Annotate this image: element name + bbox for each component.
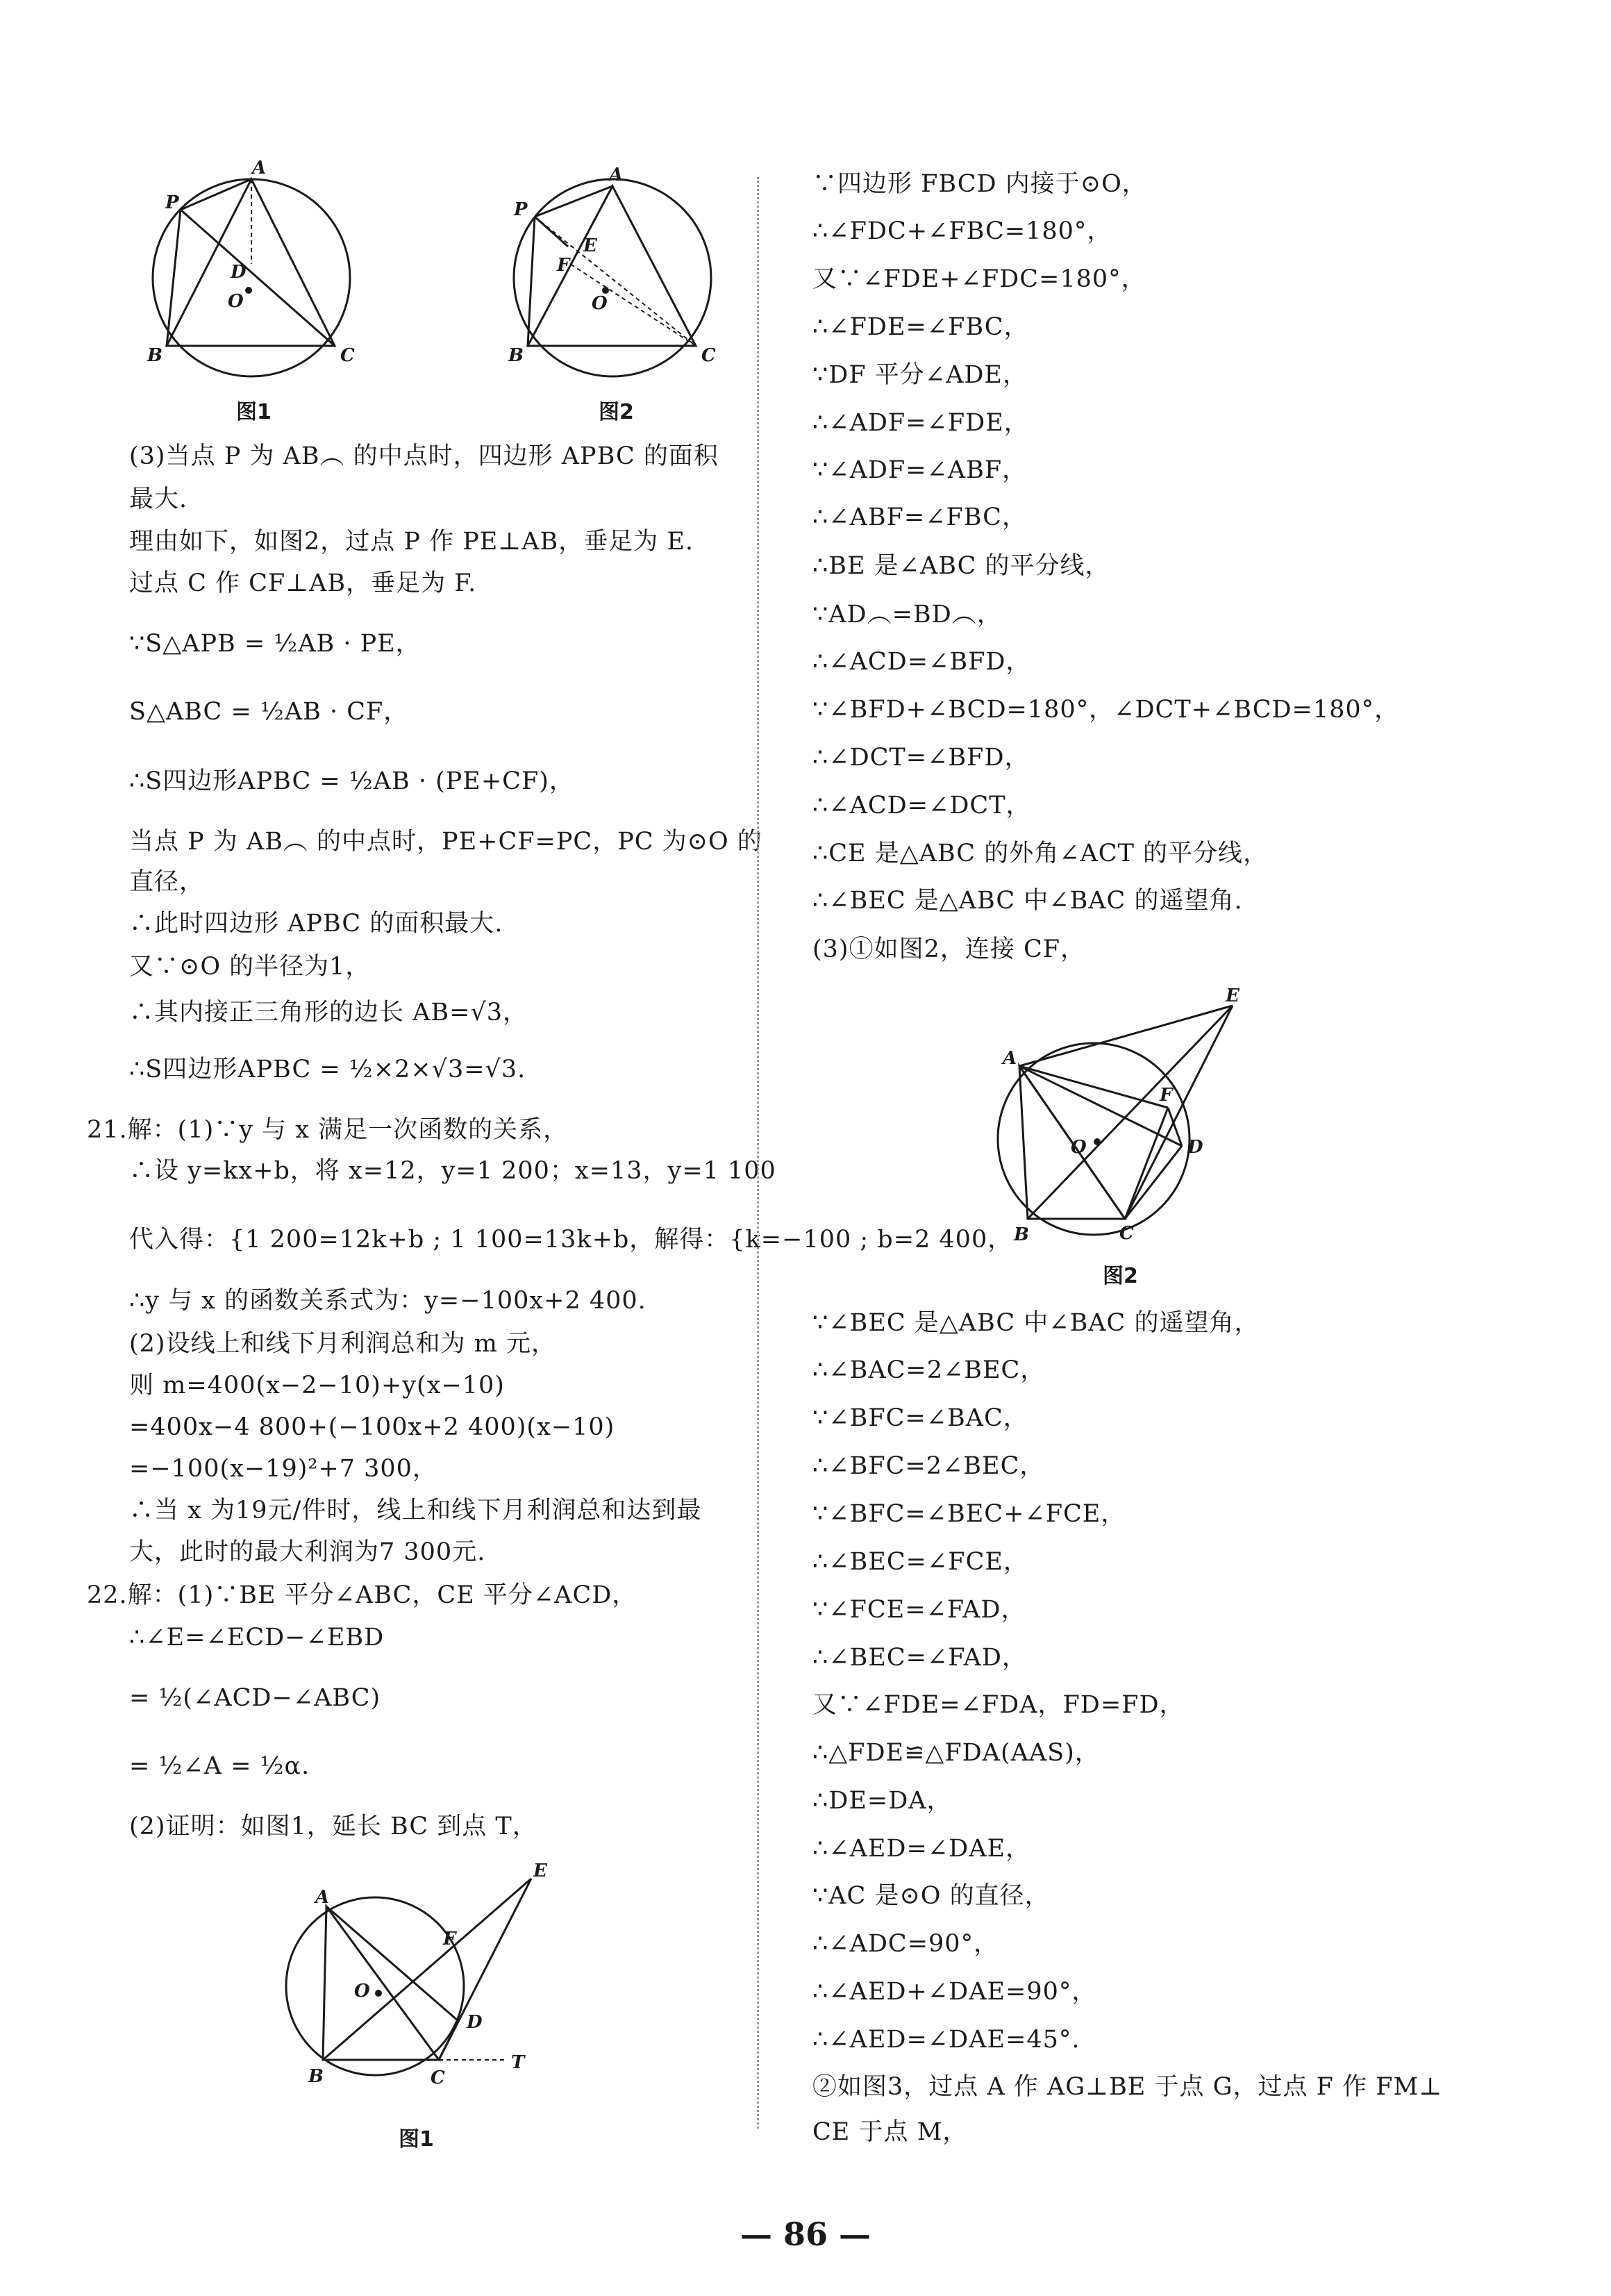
bottom-fig1-caption: 图1	[399, 2127, 434, 2152]
right-fig2-caption: 图2	[1103, 1264, 1138, 1288]
text-line: 过点 C 作 CF⊥AB，垂足为 F.	[129, 569, 477, 597]
text-line: 又∵∠FDE+∠FDC=180°，	[812, 265, 1146, 293]
text-line: 大，此时的最大利润为7 300元.	[129, 1538, 486, 1566]
svg-text:A: A	[1003, 1048, 1017, 1069]
text-line: S△ABC = ½AB · CF，	[129, 698, 409, 726]
bottom-figure-1	[285, 1847, 549, 2097]
text-line: 又∵∠FDE=∠FDA，FD=FD，	[812, 1691, 1185, 1719]
svg-text:F: F	[443, 1929, 456, 1949]
text-line: ∴∠BAC=2∠BEC，	[812, 1356, 1046, 1384]
right-figure-2	[986, 986, 1264, 1243]
svg-text:D: D	[1187, 1137, 1203, 1158]
text-line: 理由如下，如图2，过点 P 作 PE⊥AB，垂足为 E.	[129, 528, 694, 556]
text-line: ∵S△APB = ½AB · PE，	[129, 630, 421, 658]
text-line: ∴BE 是∠ABC 的平分线，	[812, 552, 1110, 580]
text-line: ∴∠BEC=∠FAD，	[812, 1644, 1027, 1672]
svg-text:O: O	[1071, 1137, 1087, 1158]
svg-text:A: A	[609, 165, 624, 185]
text-line: = ½∠A = ½α.	[129, 1752, 310, 1780]
text-line: ∴∠BFC=2∠BEC，	[812, 1452, 1045, 1480]
text-line: ∴∠AED=∠DAE，	[812, 1835, 1031, 1863]
svg-text:E: E	[583, 235, 597, 256]
text-line: (3)当点 P 为 AB︵ 的中点时，四边形 APBC 的面积	[129, 442, 719, 470]
text-line: (3)①如图2，连接 CF，	[812, 935, 1086, 963]
text-line: ∴∠AED+∠DAE=90°，	[812, 1978, 1097, 2006]
text-line: ∴当 x 为19元/件时，线上和线下月利润总和达到最	[129, 1497, 702, 1524]
text-line: ∵DF 平分∠ADE，	[812, 361, 1028, 389]
text-line: 则 m=400(x−2−10)+y(x−10)	[129, 1372, 505, 1399]
svg-text:F: F	[557, 255, 570, 276]
text-line: ∴其内接正三角形的边长 AB=√3，	[129, 999, 528, 1026]
svg-text:C: C	[701, 345, 716, 366]
text-line: ∴∠ACD=∠BFD，	[812, 648, 1031, 676]
svg-text:P: P	[165, 192, 179, 213]
text-line: =400x−4 800+(−100x+2 400)(x−10)	[129, 1413, 615, 1441]
text-line: (2)设线上和线下月利润总和为 m 元，	[129, 1330, 557, 1358]
text-line: ∴S四边形APBC = ½×2×√3=√3.	[129, 1056, 526, 1083]
svg-text:A: A	[252, 158, 267, 178]
text-line: = ½(∠ACD−∠ABC)	[129, 1684, 381, 1712]
text-line: ∴△FDE≌△FDA(AAS)，	[812, 1739, 1100, 1767]
text-line: ∴∠DCT=∠BFD，	[812, 744, 1030, 772]
text-line: ∴∠ADC=90°，	[812, 1930, 999, 1958]
text-line: ∵∠BFC=∠BAC，	[812, 1404, 1028, 1432]
text-line: ∵∠BEC 是△ABC 中∠BAC 的遥望角，	[812, 1309, 1260, 1337]
text-line: 当点 P 为 AB︵ 的中点时，PE+CF=PC，PC 为⊙O 的	[129, 828, 762, 856]
svg-text:E: E	[1226, 985, 1239, 1006]
svg-text:B: B	[1014, 1224, 1029, 1245]
svg-text:C: C	[431, 2068, 445, 2088]
text-line: ②如图3，过点 A 作 AG⊥BE 于点 G，过点 F 作 FM⊥	[812, 2073, 1443, 2101]
page-number: — 86 —	[740, 2215, 871, 2253]
text-line: 21.解：(1)∵y 与 x 满足一次函数的关系，	[87, 1116, 569, 1144]
text-line: 代入得：{1 200=12k+b ; 1 100=13k+b，解得：{k=−100 ; b=2 400，	[129, 1226, 1013, 1254]
svg-text:O: O	[228, 291, 244, 312]
svg-text:T: T	[511, 2052, 525, 2073]
svg-text:C: C	[340, 345, 355, 366]
svg-text:O: O	[354, 1981, 370, 2002]
text-line: ∴CE 是△ABC 的外角∠ACT 的平分线，	[812, 840, 1269, 867]
text-line: CE 于点 M，	[812, 2118, 968, 2146]
svg-text:F: F	[1160, 1085, 1173, 1106]
text-line: ∴∠AED=∠DAE=45°.	[812, 2026, 1080, 2054]
text-line: ∴y 与 x 的函数关系式为：y=−100x+2 400.	[129, 1287, 646, 1315]
text-line: ∴∠ACD=∠DCT，	[812, 792, 1031, 820]
text-line: ∴∠BEC=∠FCE，	[812, 1548, 1028, 1576]
text-line: ∴S四边形APBC = ½AB · (PE+CF)，	[129, 767, 574, 795]
text-line: =−100(x−19)²+7 300，	[129, 1455, 437, 1483]
text-line: ∴∠FDC+∠FBC=180°，	[812, 217, 1112, 245]
text-line: ∴∠BEC 是△ABC 中∠BAC 的遥望角.	[812, 887, 1243, 915]
text-line: ∵∠BFC=∠BEC+∠FCE，	[812, 1500, 1126, 1528]
text-line: ∵∠FCE=∠FAD，	[812, 1596, 1026, 1624]
svg-text:D: D	[231, 262, 247, 283]
top-fig2-caption: 图2	[599, 400, 634, 424]
top-fig1-caption: 图1	[236, 400, 272, 424]
text-line: 直径，	[129, 868, 205, 896]
text-line: 又∵⊙O 的半径为1，	[129, 953, 371, 981]
text-line: ∴设 y=kx+b，将 x=12，y=1 200；x=13，y=1 100	[129, 1157, 776, 1185]
top-figure-2	[508, 165, 722, 396]
svg-text:A: A	[315, 1887, 330, 1908]
column-divider	[757, 177, 759, 2129]
text-line: ∴∠FDE=∠FBC，	[812, 313, 1029, 341]
svg-text:B: B	[308, 2066, 324, 2087]
text-line: 最大.	[129, 485, 188, 513]
text-line: ∵四边形 FBCD 内接于⊙O，	[812, 170, 1147, 198]
text-line: ∴∠ABF=∠FBC，	[812, 504, 1027, 531]
text-line: ∴∠E=∠ECD−∠EBD	[129, 1624, 385, 1652]
text-line: ∵∠ADF=∠ABF，	[812, 456, 1028, 484]
text-line: ∴此时四边形 APBC 的面积最大.	[129, 910, 503, 938]
svg-text:B: B	[508, 345, 524, 366]
text-line: (2)证明：如图1，延长 BC 到点 T，	[129, 1813, 537, 1840]
svg-text:E: E	[533, 1861, 547, 1881]
text-line: ∴∠ADF=∠FDE，	[812, 409, 1029, 437]
text-line: ∵∠BFD+∠BCD=180°，∠DCT+∠BCD=180°，	[812, 696, 1400, 724]
svg-text:C: C	[1119, 1223, 1134, 1244]
svg-text:B: B	[147, 345, 162, 366]
svg-text:P: P	[514, 199, 528, 220]
text-line: ∵AD︵=BD︵，	[812, 601, 1002, 629]
text-line: ∵AC 是⊙O 的直径，	[812, 1882, 1050, 1910]
text-line: ∴DE=DA，	[812, 1787, 952, 1815]
svg-text:D: D	[467, 2012, 483, 2033]
top-figure-1	[147, 158, 361, 396]
text-line: 22.解：(1)∵BE 平分∠ABC，CE 平分∠ACD，	[87, 1581, 637, 1609]
svg-text:O: O	[592, 293, 608, 314]
